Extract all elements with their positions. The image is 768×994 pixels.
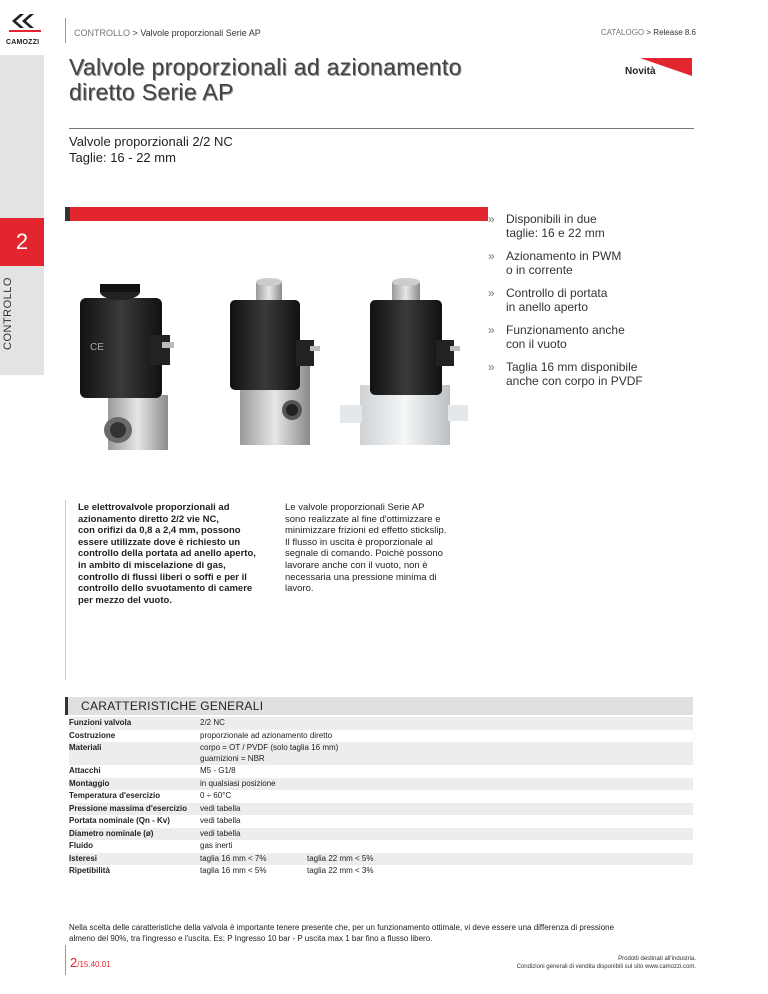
breadcrumb-section[interactable]: CONTROLLO [74,28,131,38]
spec-value: 2/2 NC [200,717,693,730]
spec-value: 0 ÷ 60°C [200,791,232,800]
breadcrumb-page[interactable]: Valvole proporzionali Serie AP [140,28,261,38]
page-ref: /15.40.01 [77,960,111,969]
table-row [69,840,693,853]
camozzi-logo [6,12,44,46]
spec-value: proporzionale ad azionamento diretto [200,730,333,740]
intro-bold-paragraph [78,502,268,606]
spec-value-2: taglia 22 mm < 3% [307,866,374,875]
subtitle-line-2: Taglie: 16 - 22 mm [69,150,176,165]
table-row [69,765,693,778]
table-row [69,742,693,765]
feature-text: taglie: 16 e 22 mm [506,226,605,240]
footnote [69,922,699,944]
text-line: controllo della portata ad anello aperto, [78,548,256,560]
text-line: azionamento diretto 2/2 vie NC, [78,513,219,525]
text-line: Le elettrovalvole proporzionali ad [78,502,230,513]
text-line: con orifizi da 0,8 a 2,4 mm, possono [78,525,241,537]
text-line: Le valvole proporzionali Serie AP [285,502,425,513]
feature-text: anche con corpo in PVDF [506,374,643,388]
spec-value-line: corpo = OT / PVDF (solo taglia 16 mm) [200,743,339,752]
page-number [70,955,111,970]
spec-value-2: taglia 22 mm < 5% [307,853,693,866]
spec-value-line: guarnizioni = NBR [200,753,265,763]
subtitle [69,134,233,166]
feature-text: Controllo di portata [506,286,608,300]
intro-paragraph [285,502,470,595]
title-line-1: Valvole proporzionali ad azionamento [69,54,462,80]
footer-legal [517,955,696,971]
spec-key: Diametro nominale (ø) [69,828,200,841]
specs-table [69,717,693,878]
spec-key: Pressione massima d'esercizio [69,803,200,816]
svg-text:CE: CE [90,342,104,353]
title-divider [69,128,694,129]
feature-item [488,249,688,277]
text-line: sono realizzate al fine d'ottimizzare e [285,513,441,525]
section-title: CARATTERISTICHE GENERALI [81,699,264,713]
table-row [69,790,693,803]
breadcrumb-separator: > [132,28,138,38]
table-row [69,815,693,828]
spec-value: M5 - G1/8 [200,766,236,775]
brand-name: CAMOZZI [6,39,40,46]
bullet-icon: » [488,286,495,300]
text-line: essere utilizzate dove è richiesto un [78,536,241,548]
feature-list [488,212,688,397]
text-line: controllo di flussi liberi o soffi e per il [78,571,247,583]
catalog-label: CATALOGO [600,28,645,37]
text-line: lavoro. [285,583,314,595]
spec-key: Attacchi [69,766,101,775]
footer-divider [65,945,66,975]
spec-key: Portata nominale (Qn - Kv) [69,816,170,825]
bullet-icon: » [488,212,495,226]
spec-value: vedi tabella [200,816,241,825]
chapter-label: CONTROLLO [2,277,14,350]
valve-product-photo [70,270,470,485]
section-header-edge [65,697,68,715]
footnote-line: almeno del 90%, tra l'ingresso e l'uscita. Es: P Ingresso 10 bar - P uscita max 1 bar fino a flusso libero. [69,934,433,943]
feature-item [488,286,688,314]
bullet-icon: » [488,323,495,337]
feature-text: con il vuoto [506,337,567,351]
red-banner [65,207,488,221]
spec-key: Temperatura d'esercizio [69,791,161,800]
table-row [69,828,693,841]
table-row [69,865,693,878]
text-line: minimizzare frizioni ed effetto stickslip. [285,525,447,537]
table-row [69,853,693,866]
text-line: segnale di comando. Poichè possono [285,548,443,560]
feature-item [488,360,688,388]
spec-key: Funzioni valvola [69,717,200,730]
feature-text: Disponibili in due [506,212,597,226]
text-line: controllo dello svuotamento di camere [78,583,253,595]
bullet-icon: » [488,249,495,263]
spec-value: taglia 16 mm < 7% [200,853,307,866]
table-row [69,803,693,816]
footer-line: Prodotti destinati all'industria. [618,956,696,962]
feature-text: Azionamento in PWM [506,249,622,263]
spec-key: Costruzione [69,730,116,740]
breadcrumb [74,28,261,38]
spec-value [200,742,693,765]
column-divider [65,500,66,680]
novita-badge: Novità [625,66,656,77]
text-line: Il flusso in uscita è proporzionale al [285,536,433,548]
spec-value: in qualsiasi posizione [200,778,693,791]
logo-mark-icon [6,12,44,34]
spec-key: Ripetibilità [69,866,110,875]
feature-text: Funzionamento anche [506,323,625,337]
spec-key: Montaggio [69,778,200,791]
feature-text: Taglia 16 mm disponibile [506,360,638,374]
spec-key: Fluido [69,841,93,850]
header-divider [65,18,66,43]
page-chapter: 2 [70,955,78,970]
table-row [69,778,693,791]
spec-key: Materiali [69,742,200,765]
subtitle-line-1: Valvole proporzionali 2/2 NC [69,134,233,149]
title-line-2: diretto Serie AP [69,79,234,105]
spec-value: vedi tabella [200,828,693,841]
spec-value: gas inerti [200,841,233,850]
text-line: in ambito di miscelazione di gas, [78,559,226,571]
table-row [69,730,693,743]
footer-line[interactable]: Condizioni generali di vendita disponibili sul sito www.camozzi.com. [516,964,696,970]
chapter-number: 2 [0,218,44,266]
table-row [69,717,693,730]
feature-item [488,323,688,351]
catalog-release [601,28,696,37]
footnote-line: Nella scelta delle caratteristiche della valvola è importante tenere presente che, per un funzionamento ottimale, vi deve essere una differenza di pressione [69,923,615,932]
feature-text: o in corrente [506,263,573,277]
text-line: per mezzo del vuoto. [78,594,172,606]
spec-value: vedi tabella [200,803,693,816]
release-separator: > [646,28,652,37]
red-banner-edge [65,207,70,221]
feature-text: in anello aperto [506,300,589,314]
page-title [69,55,462,105]
text-line: necessaria una pressione minima di [285,571,437,583]
bullet-icon: » [488,360,495,374]
spec-value: taglia 16 mm < 5% [200,866,267,875]
release-label: Release 8.6 [653,28,696,37]
section-header [65,697,693,715]
text-line: lavorare anche con il vuoto, non è [285,559,428,571]
spec-key: Isteresi [69,853,200,866]
feature-item [488,212,688,240]
